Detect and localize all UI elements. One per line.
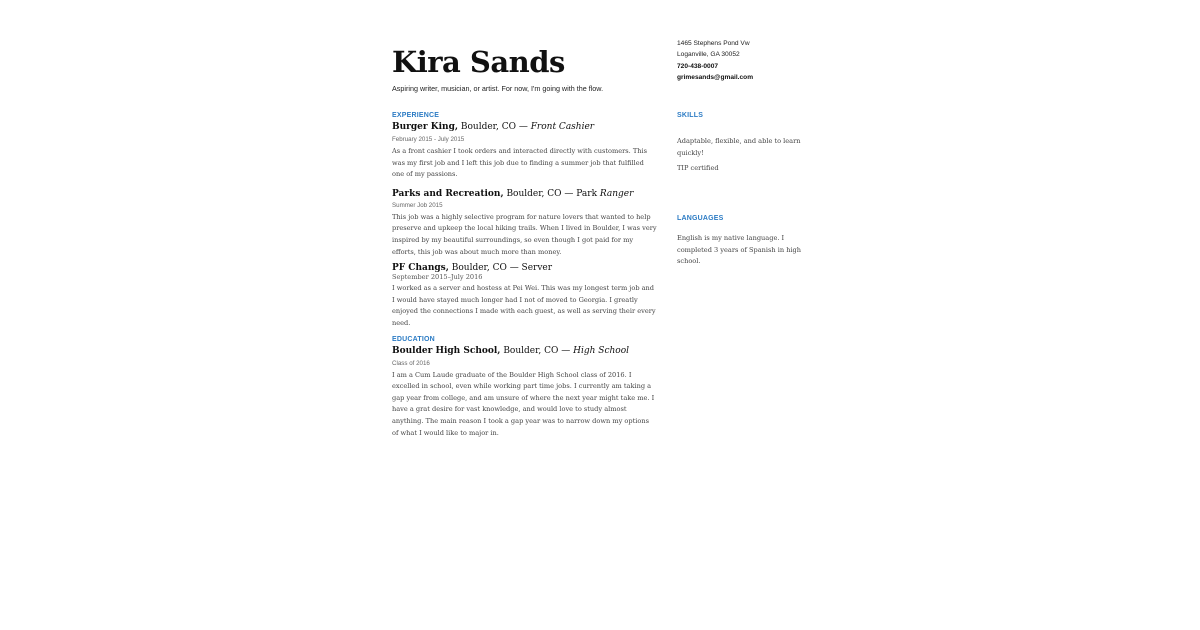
employer-name: Parks and Recreation, [392, 188, 504, 199]
job-role: Ranger [599, 188, 634, 199]
phone-number [677, 61, 802, 72]
contact-block [677, 38, 802, 83]
job-dates: Summer Job 2015 [392, 201, 443, 209]
side-column [677, 38, 802, 268]
experience-heading: EXPERIENCE [392, 112, 440, 119]
employer-name: Burger King, [392, 122, 458, 132]
job-title-line [392, 188, 657, 200]
address-line-1: 1465 Stephens Pond Vw [677, 40, 750, 47]
school-name: Boulder High School, [392, 345, 501, 356]
languages-text: English is my native language. I completed 3 years of Spanish in high school. [677, 233, 802, 266]
job-dates: February 2015 - July 2015 [392, 136, 465, 143]
resume-name: Kira Sands [392, 45, 565, 79]
job-title-line [392, 121, 657, 133]
job-location: Boulder, CO — Park [503, 188, 600, 199]
job-role: Front Cashier [530, 122, 595, 132]
address-line-2: Loganville, GA 30052 [677, 51, 740, 59]
tagline: Aspiring writer, musician, or artist. For now, I'm going with the flow. [392, 84, 604, 93]
phone-text: 720-438-0007 [677, 62, 719, 70]
email-text: grimesands@gmail.com [677, 73, 754, 81]
skills-heading: SKILLS [677, 112, 704, 120]
job-entry [392, 188, 657, 258]
job-entry [392, 121, 657, 181]
skill-item: Adaptable, flexible, and able to learn quickly! [677, 137, 801, 157]
school-description: I am a Cum Laude graduate of the Boulder High School class of 2016. I excelled in school, even while working part time jobs. I currently am taking a gap year from college, and am unsure of where the next year might take me. I have a grat desire for vast knowledge, and would love to study almost anything. The main reason I took a gap year was to narrow down my options of what I would like to major in. [392, 370, 655, 437]
school-location: Boulder, CO — [500, 345, 574, 356]
email-address[interactable] [677, 72, 802, 83]
school-title-line [392, 345, 657, 357]
employer-name: PF Changs, [392, 263, 449, 274]
main-column [392, 40, 657, 439]
skill-item: TIP certified [677, 164, 719, 173]
education-entry [392, 345, 657, 440]
job-description: As a front cashier I took orders and interacted directly with customers. This was my first job and I left this job due to finding a summer job that fulfilled one of my passions. [392, 147, 648, 179]
job-entry [392, 262, 657, 329]
job-location: Boulder, CO — [458, 122, 531, 132]
education-heading: EDUCATION [392, 335, 435, 343]
languages-heading: LANGUAGES [677, 214, 724, 222]
job-dates: September 2015–July 2016 [392, 273, 483, 282]
job-description: I worked as a server and hostess at Pei Wei. This was my longest term job and I would have stayed much longer had I not of moved to Georgia. I greatly enjoyed the connections I made with each guest, as well as serving their every need. [392, 284, 656, 327]
job-description: This job was a highly selective program for nature lovers that wanted to help preserve and upkeep the local hiking trails. When I lived in Boulder, I was very inspired by my beautiful surroundings, so even though I got paid for my efforts, this job was about much more than money. [392, 212, 657, 256]
school-degree: High School [573, 345, 630, 356]
job-location: Boulder, CO — Server [448, 263, 553, 274]
school-dates: Class of 2016 [392, 359, 430, 367]
